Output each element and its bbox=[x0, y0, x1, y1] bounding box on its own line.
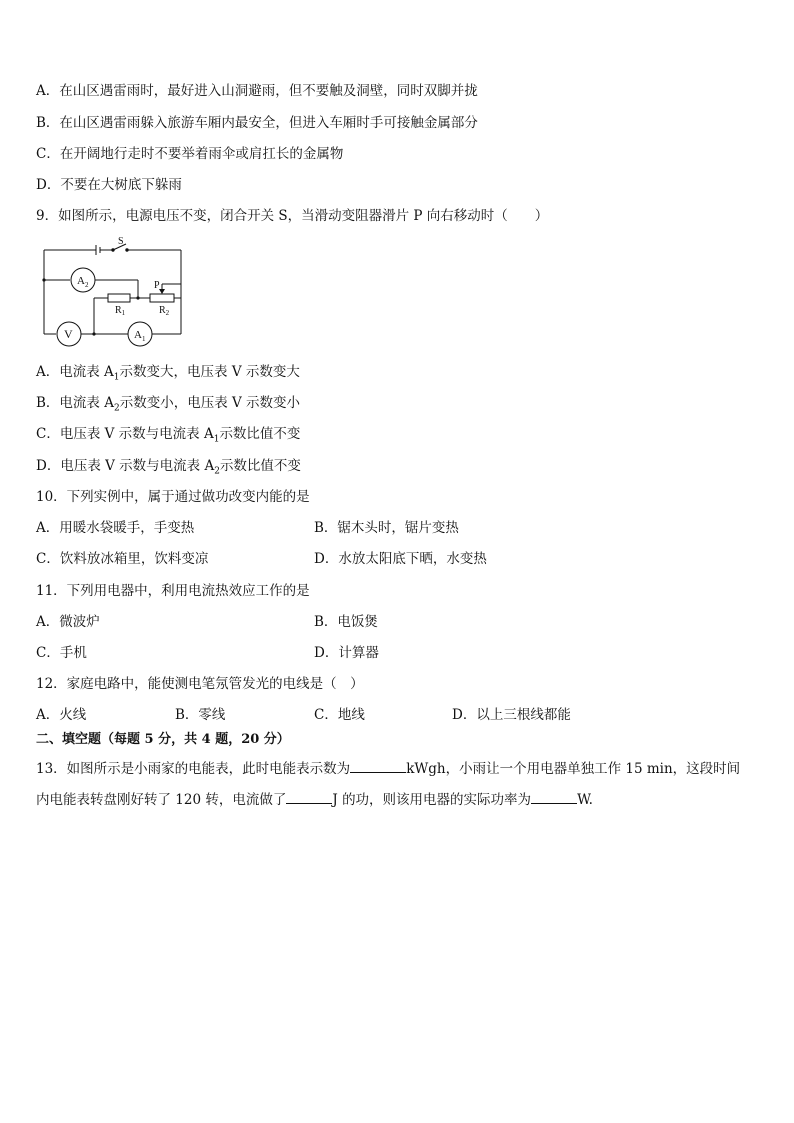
q11-option-d: D．计算器 bbox=[314, 645, 379, 661]
q8-option-b: B．在山区遇雷雨躲入旅游车厢内最安全，但进入车厢时手可接触金属部分 bbox=[36, 115, 478, 131]
rheostat-r2-icon bbox=[150, 294, 174, 302]
q13-line1: 13．如图所示是小雨家的电能表，此时电能表示数为 kWgh，小雨让一个用电器单独工作 15 min，这段时间 bbox=[36, 758, 740, 779]
q12-option-b: B．零线 bbox=[175, 707, 226, 723]
q12-stem: 12．家庭电路中，能使测电笔氖管发光的电线是（ ） bbox=[36, 676, 364, 692]
q10-option-b: B．锯木头时，锯片变热 bbox=[314, 520, 459, 536]
resistor-r1-icon bbox=[108, 294, 130, 302]
q8-option-a: A．在山区遇雷雨时，最好进入山洞避雨，但不要触及洞壁，同时双脚并拢 bbox=[36, 83, 478, 99]
voltmeter-label: V bbox=[64, 327, 73, 341]
q8-option-d: D．不要在大树底下躲雨 bbox=[36, 177, 182, 193]
q8-option-c: C．在开阔地行走时不要举着雨伞或肩扛长的金属物 bbox=[36, 146, 344, 162]
q9-option-d: D．电压表 V 示数与电流表 $A_2$示数比值不变 bbox=[36, 458, 301, 477]
r2-label: $R_2$ bbox=[159, 305, 170, 317]
q12-option-a: A．火线 bbox=[36, 707, 87, 723]
q9-option-a: A．电流表 $A_1$示数变大，电压表 V 示数变大 bbox=[36, 364, 300, 383]
section-heading: 二、填空题（每题 5 分，共 4 题，20 分） bbox=[36, 732, 290, 747]
ammeter-a2-label: $A_2$ bbox=[77, 275, 89, 289]
q11-option-b: B．电饭煲 bbox=[314, 614, 378, 630]
q11-option-a: A．微波炉 bbox=[36, 614, 100, 630]
circuit-diagram bbox=[38, 236, 188, 348]
q10-stem: 10．下列实例中，属于通过做功改变内能的是 bbox=[36, 489, 310, 505]
q13-blank-2[interactable] bbox=[286, 789, 332, 804]
slider-label: P bbox=[154, 280, 160, 291]
q12-option-d: D．以上三根线都能 bbox=[452, 707, 571, 723]
ammeter-a1-label: $A_1$ bbox=[134, 329, 146, 343]
q9-stem: 9．如图所示，电源电压不变，闭合开关 S，当滑动变阻器滑片 P 向右移动时（ ） bbox=[36, 208, 549, 224]
q13-blank-1[interactable] bbox=[350, 758, 406, 773]
q13-line2: 内电能表转盘刚好转了 120 转，电流做了 J 的功，则该用电器的实际功率为 W. bbox=[36, 789, 593, 810]
switch-label: S bbox=[118, 236, 124, 247]
q9-option-c: C．电压表 V 示数与电流表 $A_1$示数比值不变 bbox=[36, 426, 301, 445]
q10-option-d: D．水放太阳底下晒，水变热 bbox=[314, 551, 487, 567]
q11-option-c: C．手机 bbox=[36, 645, 87, 661]
q10-option-a: A．用暖水袋暖手，手变热 bbox=[36, 520, 195, 536]
q10-option-c: C．饮料放冰箱里，饮料变凉 bbox=[36, 551, 209, 567]
r1-label: $R_1$ bbox=[115, 305, 126, 317]
q12-option-c: C．地线 bbox=[314, 707, 365, 723]
q11-stem: 11．下列用电器中，利用电流热效应工作的是 bbox=[36, 583, 310, 599]
q13-blank-3[interactable] bbox=[531, 789, 577, 804]
q9-option-b: B．电流表 $A_2$示数变小，电压表 V 示数变小 bbox=[36, 395, 301, 414]
